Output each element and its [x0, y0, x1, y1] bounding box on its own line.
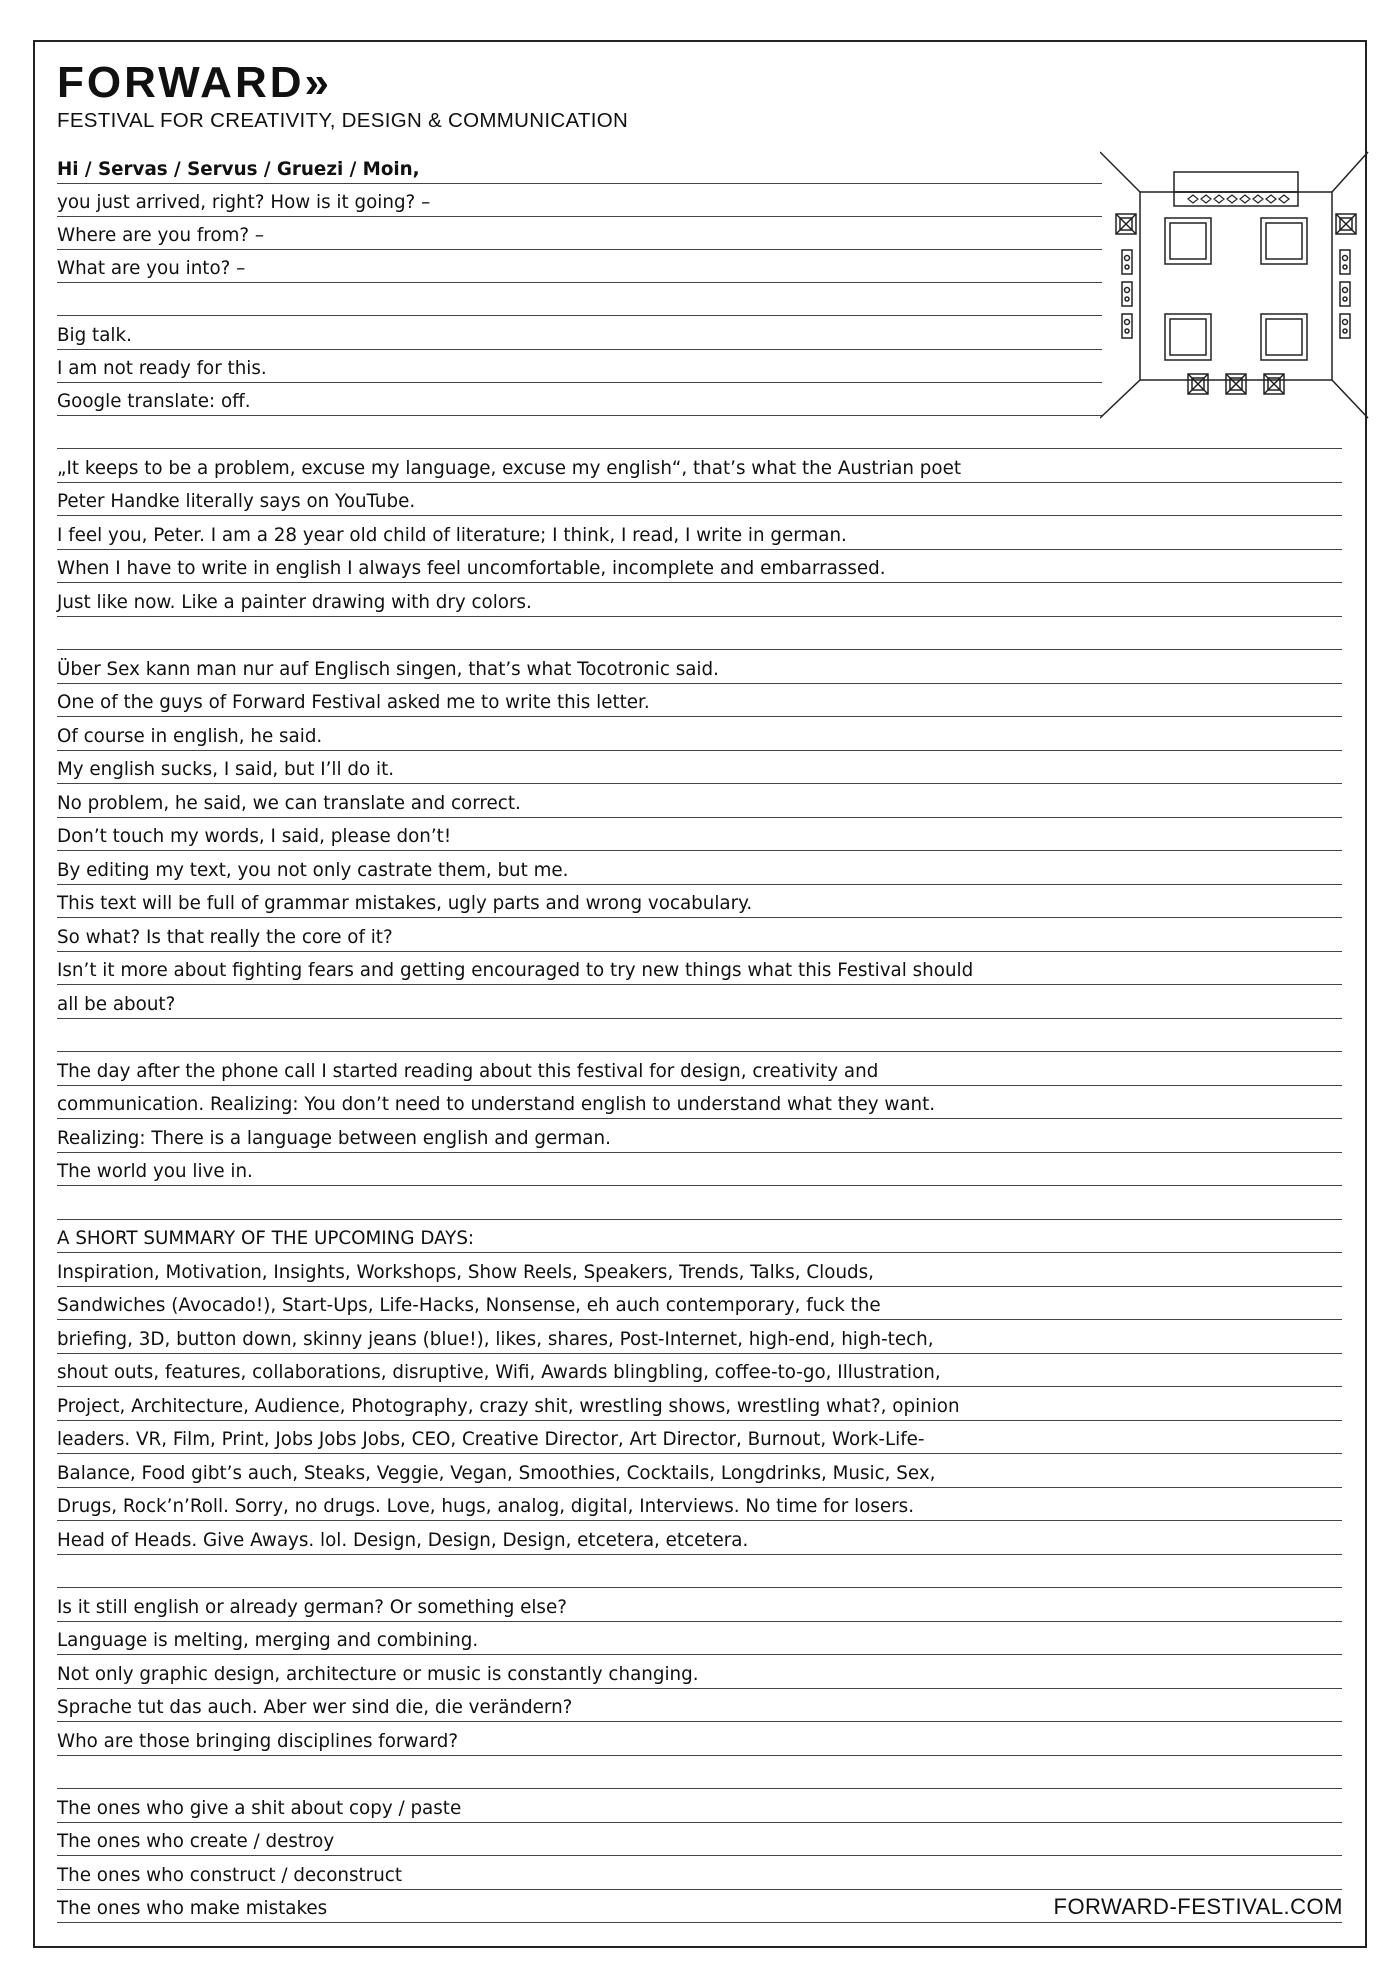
body-line: The day after the phone call I started reading about this festival for design, creativity and	[57, 1053, 1342, 1086]
body-line: Realizing: There is a language between english and german.	[57, 1120, 1342, 1153]
body-line: Is it still english or already german? Or something else?	[57, 1589, 1342, 1622]
body-line: I feel you, Peter. I am a 28 year old child of literature; I think, I read, I write in german.	[57, 517, 1342, 550]
intro-line: What are you into? –	[57, 250, 1102, 283]
intro-line: Where are you from? –	[57, 217, 1102, 250]
body-line: „It keeps to be a problem, excuse my language, excuse my english“, that’s what the Austrian poet	[57, 450, 1342, 483]
body-line: The ones who make mistakes	[57, 1890, 1342, 1923]
body-line: Balance, Food gibt’s auch, Steaks, Veggie, Vegan, Smoothies, Cocktails, Longdrinks, Music, Sex,	[57, 1455, 1342, 1488]
body-line: Language is melting, merging and combining.	[57, 1622, 1342, 1655]
body-line: Sandwiches (Avocado!), Start-Ups, Life-Hacks, Nonsense, eh auch contemporary, fuck the	[57, 1287, 1342, 1320]
body-line: Don’t touch my words, I said, please don’t!	[57, 818, 1342, 851]
festival-subtitle: FESTIVAL FOR CREATIVITY, DESIGN & COMMUNICATION	[57, 109, 629, 132]
intro-line: Google translate: off.	[57, 383, 1102, 416]
venue-room-icon	[1100, 148, 1370, 420]
body-line: The world you live in.	[57, 1153, 1342, 1186]
blank-line	[57, 1756, 1342, 1789]
body-line: Peter Handke literally says on YouTube.	[57, 483, 1342, 516]
intro-line: you just arrived, right? How is it going? –	[57, 184, 1102, 217]
body-line: Sprache tut das auch. Aber wer sind die, die verändern?	[57, 1689, 1342, 1722]
body-line: Über Sex kann man nur auf Englisch singen, that’s what Tocotronic said.	[57, 651, 1342, 684]
body-line: Project, Architecture, Audience, Photography, crazy shit, wrestling shows, wrestling what?, opinion	[57, 1388, 1342, 1421]
body-line: leaders. VR, Film, Print, Jobs Jobs Jobs, CEO, Creative Director, Art Director, Burnout, Work-Life-	[57, 1421, 1342, 1454]
body-line: Head of Heads. Give Aways. lol. Design, Design, Design, etcetera, etcetera.	[57, 1522, 1342, 1555]
intro-line: Big talk.	[57, 317, 1102, 350]
body-line: Isn’t it more about fighting fears and getting encouraged to try new things what this Festival should	[57, 952, 1342, 985]
body-line: This text will be full of grammar mistakes, ugly parts and wrong vocabulary.	[57, 885, 1342, 918]
blank-line	[57, 1019, 1342, 1052]
body-line: Not only graphic design, architecture or music is constantly changing.	[57, 1656, 1342, 1689]
body-line: The ones who create / destroy	[57, 1823, 1342, 1856]
body-line: briefing, 3D, button down, skinny jeans (blue!), likes, shares, Post-Internet, high-end, high-tech,	[57, 1321, 1342, 1354]
greeting-line: Hi / Servas / Servus / Gruezi / Moin,	[57, 151, 1102, 184]
body-line: all be about?	[57, 986, 1342, 1019]
blank-line	[57, 617, 1342, 650]
body-line: shout outs, features, collaborations, disruptive, Wifi, Awards blingbling, coffee-to-go, Illustration,	[57, 1354, 1342, 1387]
blank-line	[57, 1555, 1342, 1588]
body-line: A SHORT SUMMARY OF THE UPCOMING DAYS:	[57, 1220, 1342, 1253]
website-url: FORWARD-FESTIVAL.COM	[1053, 1894, 1343, 1919]
body-line: Drugs, Rock’n’Roll. Sorry, no drugs. Love, hugs, analog, digital, Interviews. No time for losers.	[57, 1488, 1342, 1521]
forward-logo: FORWARD»	[57, 58, 332, 107]
body-line: No problem, he said, we can translate and correct.	[57, 785, 1342, 818]
body-line: Who are those bringing disciplines forward?	[57, 1723, 1342, 1756]
body-line: By editing my text, you not only castrate them, but me.	[57, 852, 1342, 885]
blank-line	[57, 416, 1342, 449]
intro-line	[57, 283, 1102, 316]
body-line: Just like now. Like a painter drawing with dry colors.	[57, 584, 1342, 617]
body-line: When I have to write in english I always feel uncomfortable, incomplete and embarrassed.	[57, 550, 1342, 583]
body-line: The ones who construct / deconstruct	[57, 1857, 1342, 1890]
body-line: My english sucks, I said, but I’ll do it.	[57, 751, 1342, 784]
body-line: Inspiration, Motivation, Insights, Workshops, Show Reels, Speakers, Trends, Talks, Clouds,	[57, 1254, 1342, 1287]
body-line: The ones who give a shit about copy / paste	[57, 1790, 1342, 1823]
body-line: Of course in english, he said.	[57, 718, 1342, 751]
body-line: One of the guys of Forward Festival asked me to write this letter.	[57, 684, 1342, 717]
body-line: So what? Is that really the core of it?	[57, 919, 1342, 952]
blank-line	[57, 1187, 1342, 1220]
body-line: communication. Realizing: You don’t need to understand english to understand what they want.	[57, 1086, 1342, 1119]
intro-line: I am not ready for this.	[57, 350, 1102, 383]
